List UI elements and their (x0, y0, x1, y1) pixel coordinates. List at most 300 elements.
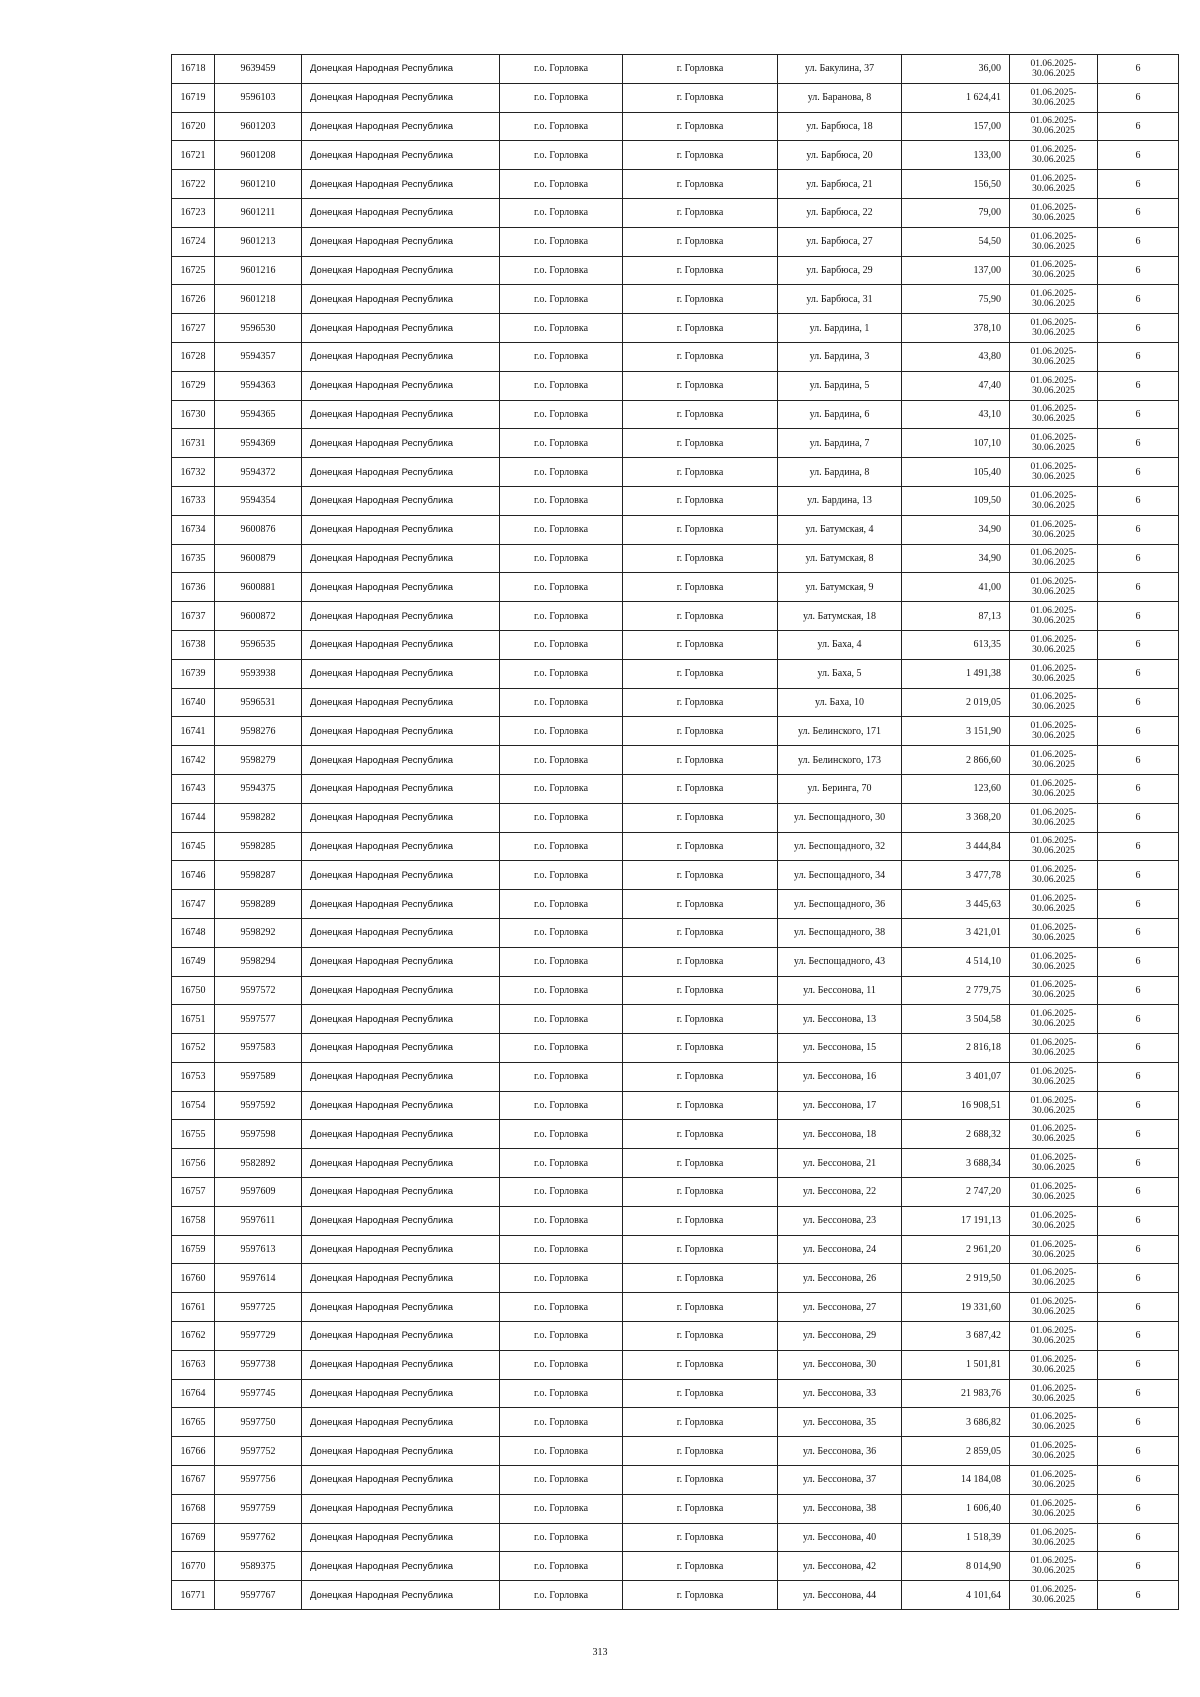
cell-object-id: 9597745 (215, 1379, 302, 1408)
cell-settlement: г. Горловка (623, 746, 778, 775)
cell-settlement: г. Горловка (623, 1494, 778, 1523)
cell-row-index: 16758 (172, 1206, 215, 1235)
cell-region: Донецкая Народная Республика (302, 688, 500, 717)
table-row (172, 371, 1179, 400)
cell-row-index: 16739 (172, 659, 215, 688)
cell-period: 01.06.2025-30.06.2025 (1010, 1005, 1098, 1034)
cell-period: 01.06.2025-30.06.2025 (1010, 1494, 1098, 1523)
cell-count: 6 (1098, 803, 1179, 832)
cell-period: 01.06.2025-30.06.2025 (1010, 458, 1098, 487)
cell-address: ул. Бессонова, 26 (778, 1264, 902, 1293)
cell-area: 34,90 (902, 544, 1010, 573)
cell-period: 01.06.2025-30.06.2025 (1010, 1264, 1098, 1293)
cell-object-id: 9597592 (215, 1091, 302, 1120)
cell-region: Донецкая Народная Республика (302, 832, 500, 861)
cell-settlement: г. Горловка (623, 688, 778, 717)
cell-settlement: г. Горловка (623, 458, 778, 487)
cell-region: Донецкая Народная Республика (302, 1581, 500, 1610)
cell-period: 01.06.2025-30.06.2025 (1010, 83, 1098, 112)
cell-municipal-district: г.о. Горловка (500, 544, 623, 573)
cell-area: 2 866,60 (902, 746, 1010, 775)
cell-row-index: 16737 (172, 602, 215, 631)
cell-address: ул. Бессонова, 36 (778, 1437, 902, 1466)
cell-municipal-district: г.о. Горловка (500, 918, 623, 947)
cell-row-index: 16756 (172, 1149, 215, 1178)
table-row (172, 976, 1179, 1005)
cell-address: ул. Бессонова, 40 (778, 1523, 902, 1552)
cell-area: 133,00 (902, 141, 1010, 170)
cell-region: Донецкая Народная Республика (302, 1437, 500, 1466)
cell-period: 01.06.2025-30.06.2025 (1010, 947, 1098, 976)
cell-object-id: 9596103 (215, 83, 302, 112)
cell-municipal-district: г.о. Горловка (500, 458, 623, 487)
table-row (172, 630, 1179, 659)
cell-row-index: 16757 (172, 1178, 215, 1207)
table-row (172, 774, 1179, 803)
cell-row-index: 16754 (172, 1091, 215, 1120)
cell-area: 14 184,08 (902, 1466, 1010, 1495)
cell-settlement: г. Горловка (623, 1264, 778, 1293)
cell-address: ул. Бессонова, 27 (778, 1293, 902, 1322)
cell-object-id: 9600879 (215, 544, 302, 573)
cell-address: ул. Бессонова, 11 (778, 976, 902, 1005)
cell-object-id: 9596531 (215, 688, 302, 717)
cell-row-index: 16730 (172, 400, 215, 429)
table-row (172, 429, 1179, 458)
cell-region: Донецкая Народная Республика (302, 1091, 500, 1120)
cell-period: 01.06.2025-30.06.2025 (1010, 746, 1098, 775)
cell-address: ул. Бессонова, 30 (778, 1350, 902, 1379)
cell-municipal-district: г.о. Горловка (500, 198, 623, 227)
cell-settlement: г. Горловка (623, 1437, 778, 1466)
cell-area: 1 491,38 (902, 659, 1010, 688)
cell-count: 6 (1098, 976, 1179, 1005)
cell-row-index: 16742 (172, 746, 215, 775)
cell-address: ул. Бессонова, 13 (778, 1005, 902, 1034)
cell-area: 2 816,18 (902, 1034, 1010, 1063)
cell-object-id: 9596530 (215, 314, 302, 343)
table-row (172, 314, 1179, 343)
cell-object-id: 9598289 (215, 890, 302, 919)
cell-municipal-district: г.о. Горловка (500, 1581, 623, 1610)
cell-row-index: 16738 (172, 630, 215, 659)
cell-period: 01.06.2025-30.06.2025 (1010, 688, 1098, 717)
table-row (172, 573, 1179, 602)
table-row (172, 141, 1179, 170)
cell-municipal-district: г.о. Горловка (500, 1235, 623, 1264)
cell-object-id: 9600881 (215, 573, 302, 602)
cell-period: 01.06.2025-30.06.2025 (1010, 1235, 1098, 1264)
cell-object-id: 9594357 (215, 342, 302, 371)
cell-municipal-district: г.о. Горловка (500, 83, 623, 112)
table-row (172, 1149, 1179, 1178)
cell-row-index: 16744 (172, 803, 215, 832)
cell-region: Донецкая Народная Республика (302, 486, 500, 515)
cell-address: ул. Бессонова, 16 (778, 1062, 902, 1091)
cell-settlement: г. Горловка (623, 774, 778, 803)
cell-region: Донецкая Народная Республика (302, 112, 500, 141)
cell-count: 6 (1098, 1034, 1179, 1063)
cell-municipal-district: г.о. Горловка (500, 1034, 623, 1063)
cell-period: 01.06.2025-30.06.2025 (1010, 256, 1098, 285)
cell-area: 123,60 (902, 774, 1010, 803)
cell-row-index: 16729 (172, 371, 215, 400)
cell-object-id: 9600876 (215, 515, 302, 544)
cell-object-id: 9598285 (215, 832, 302, 861)
cell-object-id: 9598276 (215, 717, 302, 746)
cell-municipal-district: г.о. Горловка (500, 314, 623, 343)
cell-period: 01.06.2025-30.06.2025 (1010, 1091, 1098, 1120)
cell-row-index: 16745 (172, 832, 215, 861)
cell-count: 6 (1098, 429, 1179, 458)
cell-count: 6 (1098, 602, 1179, 631)
cell-address: ул. Беспощадного, 32 (778, 832, 902, 861)
cell-count: 6 (1098, 1235, 1179, 1264)
cell-period: 01.06.2025-30.06.2025 (1010, 112, 1098, 141)
cell-address: ул. Белинского, 173 (778, 746, 902, 775)
cell-object-id: 9597762 (215, 1523, 302, 1552)
cell-region: Донецкая Народная Республика (302, 1120, 500, 1149)
cell-period: 01.06.2025-30.06.2025 (1010, 774, 1098, 803)
cell-settlement: г. Горловка (623, 630, 778, 659)
cell-row-index: 16734 (172, 515, 215, 544)
cell-row-index: 16718 (172, 55, 215, 84)
table-row (172, 1581, 1179, 1610)
cell-row-index: 16764 (172, 1379, 215, 1408)
cell-count: 6 (1098, 1149, 1179, 1178)
cell-address: ул. Бессонова, 23 (778, 1206, 902, 1235)
cell-object-id: 9601210 (215, 170, 302, 199)
cell-object-id: 9597752 (215, 1437, 302, 1466)
cell-count: 6 (1098, 141, 1179, 170)
cell-settlement: г. Горловка (623, 1523, 778, 1552)
cell-region: Донецкая Народная Республика (302, 1062, 500, 1091)
cell-area: 2 919,50 (902, 1264, 1010, 1293)
cell-period: 01.06.2025-30.06.2025 (1010, 1206, 1098, 1235)
cell-settlement: г. Горловка (623, 486, 778, 515)
cell-address: ул. Батумская, 18 (778, 602, 902, 631)
cell-settlement: г. Горловка (623, 947, 778, 976)
cell-municipal-district: г.о. Горловка (500, 1523, 623, 1552)
cell-area: 2 859,05 (902, 1437, 1010, 1466)
cell-row-index: 16762 (172, 1322, 215, 1351)
cell-settlement: г. Горловка (623, 342, 778, 371)
cell-address: ул. Бардина, 5 (778, 371, 902, 400)
table-row (172, 256, 1179, 285)
cell-address: ул. Бессонова, 18 (778, 1120, 902, 1149)
cell-row-index: 16759 (172, 1235, 215, 1264)
cell-area: 36,00 (902, 55, 1010, 84)
table-row (172, 1005, 1179, 1034)
cell-count: 6 (1098, 947, 1179, 976)
cell-count: 6 (1098, 832, 1179, 861)
cell-row-index: 16767 (172, 1466, 215, 1495)
table-row (172, 1523, 1179, 1552)
cell-area: 19 331,60 (902, 1293, 1010, 1322)
cell-address: ул. Бессонова, 24 (778, 1235, 902, 1264)
cell-row-index: 16741 (172, 717, 215, 746)
cell-period: 01.06.2025-30.06.2025 (1010, 803, 1098, 832)
cell-object-id: 9597572 (215, 976, 302, 1005)
cell-region: Донецкая Народная Республика (302, 83, 500, 112)
cell-object-id: 9596535 (215, 630, 302, 659)
cell-municipal-district: г.о. Горловка (500, 1206, 623, 1235)
cell-region: Донецкая Народная Республика (302, 573, 500, 602)
table-row (172, 198, 1179, 227)
cell-address: ул. Барбюса, 18 (778, 112, 902, 141)
cell-area: 2 019,05 (902, 688, 1010, 717)
cell-area: 75,90 (902, 285, 1010, 314)
cell-count: 6 (1098, 170, 1179, 199)
cell-area: 3 504,58 (902, 1005, 1010, 1034)
cell-object-id: 9594372 (215, 458, 302, 487)
table-row (172, 1293, 1179, 1322)
cell-row-index: 16763 (172, 1350, 215, 1379)
table-row (172, 515, 1179, 544)
cell-period: 01.06.2025-30.06.2025 (1010, 861, 1098, 890)
cell-region: Донецкая Народная Республика (302, 774, 500, 803)
cell-area: 613,35 (902, 630, 1010, 659)
cell-object-id: 9601213 (215, 227, 302, 256)
cell-row-index: 16755 (172, 1120, 215, 1149)
cell-area: 17 191,13 (902, 1206, 1010, 1235)
cell-row-index: 16743 (172, 774, 215, 803)
cell-period: 01.06.2025-30.06.2025 (1010, 1408, 1098, 1437)
cell-region: Донецкая Народная Республика (302, 947, 500, 976)
cell-address: ул. Бессонова, 35 (778, 1408, 902, 1437)
cell-row-index: 16760 (172, 1264, 215, 1293)
cell-object-id: 9598279 (215, 746, 302, 775)
cell-region: Донецкая Народная Республика (302, 285, 500, 314)
cell-region: Донецкая Народная Республика (302, 918, 500, 947)
table-row (172, 1235, 1179, 1264)
cell-region: Донецкая Народная Республика (302, 314, 500, 343)
cell-address: ул. Бардина, 8 (778, 458, 902, 487)
cell-row-index: 16735 (172, 544, 215, 573)
cell-municipal-district: г.о. Горловка (500, 1178, 623, 1207)
cell-row-index: 16769 (172, 1523, 215, 1552)
cell-count: 6 (1098, 1494, 1179, 1523)
cell-row-index: 16721 (172, 141, 215, 170)
cell-row-index: 16724 (172, 227, 215, 256)
cell-row-index: 16722 (172, 170, 215, 199)
table-row (172, 1178, 1179, 1207)
cell-region: Донецкая Народная Республика (302, 861, 500, 890)
cell-row-index: 16766 (172, 1437, 215, 1466)
cell-period: 01.06.2025-30.06.2025 (1010, 1178, 1098, 1207)
housing-registry-table (171, 54, 1179, 1610)
cell-period: 01.06.2025-30.06.2025 (1010, 602, 1098, 631)
cell-area: 157,00 (902, 112, 1010, 141)
table-row (172, 1466, 1179, 1495)
cell-count: 6 (1098, 630, 1179, 659)
cell-period: 01.06.2025-30.06.2025 (1010, 141, 1098, 170)
cell-area: 41,00 (902, 573, 1010, 602)
cell-address: ул. Бессонова, 21 (778, 1149, 902, 1178)
cell-row-index: 16732 (172, 458, 215, 487)
cell-period: 01.06.2025-30.06.2025 (1010, 659, 1098, 688)
cell-object-id: 9600872 (215, 602, 302, 631)
cell-count: 6 (1098, 1322, 1179, 1351)
cell-address: ул. Батумская, 4 (778, 515, 902, 544)
cell-period: 01.06.2025-30.06.2025 (1010, 314, 1098, 343)
cell-municipal-district: г.о. Горловка (500, 1322, 623, 1351)
cell-region: Донецкая Народная Республика (302, 1322, 500, 1351)
cell-object-id: 9597729 (215, 1322, 302, 1351)
cell-period: 01.06.2025-30.06.2025 (1010, 227, 1098, 256)
cell-count: 6 (1098, 1091, 1179, 1120)
cell-municipal-district: г.о. Горловка (500, 803, 623, 832)
cell-period: 01.06.2025-30.06.2025 (1010, 630, 1098, 659)
cell-row-index: 16733 (172, 486, 215, 515)
cell-municipal-district: г.о. Горловка (500, 112, 623, 141)
table-row (172, 1206, 1179, 1235)
cell-settlement: г. Горловка (623, 1322, 778, 1351)
cell-period: 01.06.2025-30.06.2025 (1010, 1322, 1098, 1351)
cell-area: 105,40 (902, 458, 1010, 487)
cell-area: 3 368,20 (902, 803, 1010, 832)
cell-municipal-district: г.о. Горловка (500, 1350, 623, 1379)
cell-object-id: 9594369 (215, 429, 302, 458)
cell-region: Донецкая Народная Республика (302, 1466, 500, 1495)
table-row (172, 55, 1179, 84)
cell-area: 8 014,90 (902, 1552, 1010, 1581)
cell-row-index: 16740 (172, 688, 215, 717)
cell-address: ул. Барбюса, 27 (778, 227, 902, 256)
cell-municipal-district: г.о. Горловка (500, 1005, 623, 1034)
cell-row-index: 16771 (172, 1581, 215, 1610)
table-row (172, 890, 1179, 919)
table-row (172, 746, 1179, 775)
cell-address: ул. Беспощадного, 36 (778, 890, 902, 919)
cell-area: 54,50 (902, 227, 1010, 256)
cell-row-index: 16768 (172, 1494, 215, 1523)
cell-region: Донецкая Народная Республика (302, 1178, 500, 1207)
cell-count: 6 (1098, 1293, 1179, 1322)
cell-settlement: г. Горловка (623, 515, 778, 544)
cell-municipal-district: г.о. Горловка (500, 1091, 623, 1120)
cell-municipal-district: г.о. Горловка (500, 630, 623, 659)
cell-municipal-district: г.о. Горловка (500, 1552, 623, 1581)
cell-municipal-district: г.о. Горловка (500, 170, 623, 199)
cell-count: 6 (1098, 1206, 1179, 1235)
cell-object-id: 9597609 (215, 1178, 302, 1207)
cell-object-id: 9597614 (215, 1264, 302, 1293)
cell-period: 01.06.2025-30.06.2025 (1010, 832, 1098, 861)
cell-settlement: г. Горловка (623, 1091, 778, 1120)
cell-settlement: г. Горловка (623, 400, 778, 429)
cell-settlement: г. Горловка (623, 1408, 778, 1437)
cell-region: Донецкая Народная Республика (302, 458, 500, 487)
cell-area: 43,10 (902, 400, 1010, 429)
table-row (172, 602, 1179, 631)
cell-row-index: 16752 (172, 1034, 215, 1063)
cell-count: 6 (1098, 1408, 1179, 1437)
cell-settlement: г. Горловка (623, 83, 778, 112)
cell-count: 6 (1098, 918, 1179, 947)
cell-period: 01.06.2025-30.06.2025 (1010, 1379, 1098, 1408)
cell-settlement: г. Горловка (623, 1235, 778, 1264)
cell-settlement: г. Горловка (623, 1120, 778, 1149)
cell-period: 01.06.2025-30.06.2025 (1010, 55, 1098, 84)
table-row (172, 486, 1179, 515)
cell-area: 3 151,90 (902, 717, 1010, 746)
cell-object-id: 9601203 (215, 112, 302, 141)
cell-count: 6 (1098, 198, 1179, 227)
cell-row-index: 16761 (172, 1293, 215, 1322)
cell-municipal-district: г.о. Горловка (500, 342, 623, 371)
cell-count: 6 (1098, 659, 1179, 688)
cell-municipal-district: г.о. Горловка (500, 602, 623, 631)
document-table-container (171, 54, 1178, 1610)
table-row (172, 544, 1179, 573)
cell-object-id: 9598294 (215, 947, 302, 976)
cell-area: 156,50 (902, 170, 1010, 199)
cell-region: Донецкая Народная Республика (302, 1149, 500, 1178)
table-row (172, 1552, 1179, 1581)
cell-address: ул. Беспощадного, 30 (778, 803, 902, 832)
cell-area: 4 101,64 (902, 1581, 1010, 1610)
cell-object-id: 9597756 (215, 1466, 302, 1495)
cell-municipal-district: г.о. Горловка (500, 1062, 623, 1091)
cell-municipal-district: г.о. Горловка (500, 659, 623, 688)
cell-municipal-district: г.о. Горловка (500, 976, 623, 1005)
cell-count: 6 (1098, 458, 1179, 487)
cell-address: ул. Беспощадного, 34 (778, 861, 902, 890)
cell-region: Донецкая Народная Республика (302, 659, 500, 688)
cell-area: 2 779,75 (902, 976, 1010, 1005)
table-row (172, 227, 1179, 256)
cell-object-id: 9639459 (215, 55, 302, 84)
cell-object-id: 9597577 (215, 1005, 302, 1034)
cell-region: Донецкая Народная Республика (302, 1235, 500, 1264)
cell-area: 1 624,41 (902, 83, 1010, 112)
cell-period: 01.06.2025-30.06.2025 (1010, 1149, 1098, 1178)
cell-area: 1 518,39 (902, 1523, 1010, 1552)
cell-address: ул. Барбюса, 21 (778, 170, 902, 199)
cell-settlement: г. Горловка (623, 1552, 778, 1581)
cell-area: 3 445,63 (902, 890, 1010, 919)
cell-settlement: г. Горловка (623, 285, 778, 314)
cell-region: Донецкая Народная Республика (302, 602, 500, 631)
cell-count: 6 (1098, 400, 1179, 429)
cell-object-id: 9601216 (215, 256, 302, 285)
cell-settlement: г. Горловка (623, 198, 778, 227)
cell-settlement: г. Горловка (623, 1034, 778, 1063)
cell-object-id: 9598282 (215, 803, 302, 832)
cell-period: 01.06.2025-30.06.2025 (1010, 1034, 1098, 1063)
cell-address: ул. Бессонова, 15 (778, 1034, 902, 1063)
cell-municipal-district: г.о. Горловка (500, 1437, 623, 1466)
cell-municipal-district: г.о. Горловка (500, 1408, 623, 1437)
cell-region: Донецкая Народная Республика (302, 1264, 500, 1293)
cell-area: 3 687,42 (902, 1322, 1010, 1351)
cell-count: 6 (1098, 1552, 1179, 1581)
cell-count: 6 (1098, 256, 1179, 285)
cell-region: Донецкая Народная Республика (302, 170, 500, 199)
cell-area: 3 444,84 (902, 832, 1010, 861)
cell-count: 6 (1098, 774, 1179, 803)
cell-settlement: г. Горловка (623, 1206, 778, 1235)
cell-count: 6 (1098, 1581, 1179, 1610)
cell-region: Донецкая Народная Республика (302, 803, 500, 832)
cell-address: ул. Бардина, 3 (778, 342, 902, 371)
cell-municipal-district: г.о. Горловка (500, 371, 623, 400)
cell-row-index: 16728 (172, 342, 215, 371)
cell-municipal-district: г.о. Горловка (500, 1494, 623, 1523)
cell-count: 6 (1098, 371, 1179, 400)
table-row (172, 170, 1179, 199)
